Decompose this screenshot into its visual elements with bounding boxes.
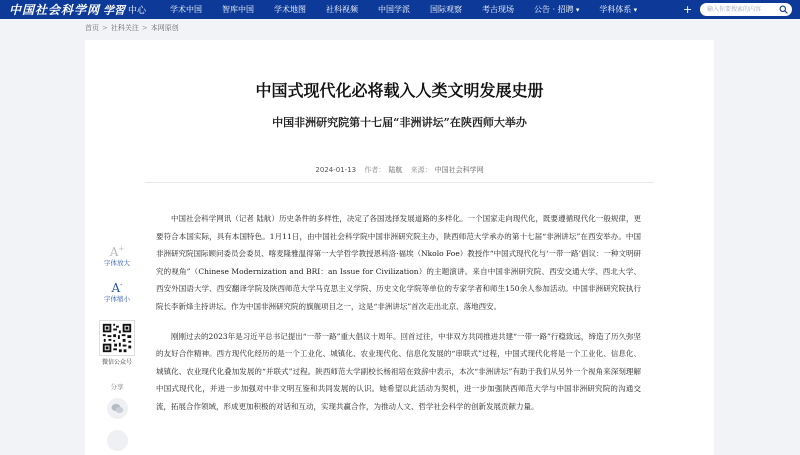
logo-suffix-text: 中心 bbox=[128, 6, 147, 16]
wechat-qr-code-icon bbox=[99, 320, 135, 356]
main-nav bbox=[160, 0, 647, 19]
breadcrumb-original-content[interactable]: 本网原创 bbox=[150, 24, 179, 32]
article-paragraph: 刚刚过去的2023年是习近平总书记提出“一带一路”重大倡议十周年。回首过往，中非双方共同推进共建“一带一路”行稳致远，缔造了历久弥坚的友好合作精神。西方现代化经历的是一个工业化、城镇化、农业现代化、信息化发展的“串联式”过程，中国式现代化将是一个工业化、信息化、城镇化、农业现代化叠加发展的“并联式”过程。陕西师范大学副校长杨祖培在致辞中表示，本次“非洲讲坛”有助于我们从另外一个视角来深刻理解中国式现代化，并进一步加强对中非文明互鉴和共同发展的认识。她希望以此活动为契机，进一步加强陕西师范大学与中国非洲研究院的沟通交流，拓展合作领域，形成更加积极的对话和互动，实现共赢合作，为推动人文、哲学社会科学的创新发展贡献力量。 bbox=[156, 331, 641, 411]
font-shrink-button[interactable] bbox=[97, 278, 137, 304]
article-paragraph: 中国社会科学网讯（记者 陆航）历史条件的多样性，决定了各国选择发展道路的多样化。一个国家走向现代化，既要遵循现代化一般规律，更要符合本国实际，具有本国特色。1月11日，由中国社会科学院中国非洲研究院主办，陕西师范大学承办的第十七届“非洲讲坛”在西安举办。中国非洲研究院国际顾问委员会委员、喀麦隆雅温得第一大学哲学教授恩科洛·福埃（Nkolo Foe）教授作“中国式现代化与‘一带一路’倡议：一种文明研究的视角”（Chinese Modernization and BRI：an Issue for Civilization）的主题演讲。来自中国非洲研究院、西安交通大学、西北大学、西安外国语大学、西安翻译学院及陕西师范大学马克思主义学院、历史文化学院等单位的专家学者和师生150余人参加活动。中国非洲研究院执行院长李新烽主持讲坛。作为中国非洲研究院的旗舰项目之一，这是“非洲讲坛”首次走出北京、落地西安。 bbox=[156, 214, 641, 311]
author-label: 作者： bbox=[364, 166, 386, 174]
article-source: 中国社会科学网 bbox=[434, 166, 484, 174]
wechat-account-label: 微信公众号 bbox=[101, 359, 132, 366]
breadcrumb-separator: > bbox=[141, 24, 148, 32]
article-card bbox=[85, 40, 714, 455]
breadcrumb-separator: > bbox=[102, 24, 108, 32]
font-enlarge-button[interactable] bbox=[97, 242, 137, 268]
more-nav-button[interactable]: + bbox=[683, 3, 693, 16]
article-author: 陆航 bbox=[388, 166, 403, 174]
share-label: 分享 bbox=[110, 383, 124, 391]
article-subtitle: 中国非洲研究院第十七届“非洲讲坛”在陕西师大举办 bbox=[272, 116, 527, 129]
logo-sub-text: 学習 bbox=[103, 3, 126, 17]
search-icon[interactable] bbox=[779, 5, 788, 14]
search-box bbox=[700, 3, 792, 16]
nav-item-academic-map[interactable]: 学术地图 bbox=[274, 5, 306, 14]
article-date: 2024-01-13 bbox=[315, 166, 357, 174]
source-label: 来源： bbox=[410, 166, 432, 174]
wechat-share-icon[interactable] bbox=[107, 398, 128, 419]
meta-divider bbox=[145, 182, 654, 183]
breadcrumb-social-science-focus[interactable]: 社科关注 bbox=[110, 24, 139, 32]
font-shrink-icon: A- bbox=[111, 281, 123, 295]
nav-item-international-observation[interactable]: 国际观察 bbox=[430, 5, 462, 14]
article-title: 中国式现代化必将载入人类文明发展史册 bbox=[255, 81, 544, 100]
site-logo[interactable] bbox=[9, 1, 146, 18]
top-navigation-bar bbox=[0, 0, 800, 19]
font-enlarge-icon: A+ bbox=[109, 245, 125, 259]
font-enlarge-label: 字体放大 bbox=[104, 259, 130, 267]
nav-item-archaeology-site[interactable]: 考古现场 bbox=[482, 5, 514, 14]
breadcrumb-home[interactable]: 首页 bbox=[85, 24, 99, 32]
breadcrumb bbox=[85, 23, 179, 34]
nav-item-academic-china[interactable]: 学术中国 bbox=[170, 5, 202, 14]
nav-item-chinese-school[interactable]: 中国学派 bbox=[378, 5, 410, 14]
nav-item-discipline-system[interactable]: 学科体系 ▾ bbox=[589, 0, 647, 19]
search-input[interactable] bbox=[707, 3, 779, 16]
nav-item-announcements-recruitment[interactable]: 公告 · 招聘 ▾ bbox=[524, 0, 589, 19]
weibo-share-icon[interactable] bbox=[107, 430, 128, 451]
article-body bbox=[156, 210, 641, 428]
nav-item-think-tank-china[interactable]: 智库中国 bbox=[222, 5, 254, 14]
logo-main-text: 中国社会科学网 bbox=[9, 3, 101, 17]
article-meta bbox=[85, 165, 714, 175]
nav-item-social-science-video[interactable]: 社科视频 bbox=[326, 5, 358, 14]
font-shrink-label: 字体缩小 bbox=[104, 295, 130, 303]
